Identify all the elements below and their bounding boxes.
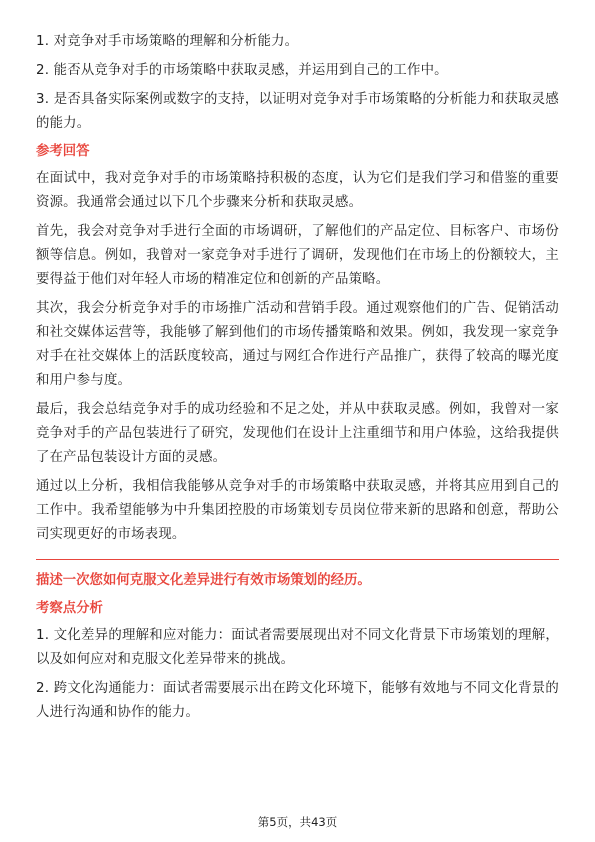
analysis-point-1: 1. 文化差异的理解和应对能力：面试者需要展现出对不同文化背景下市场策划的理解，以及如何应对和克服文化差异带来的挑战。 (36, 628, 559, 667)
answer-paragraph-5: 通过以上分析，我相信我能够从竞争对手的市场策略中获取灵感，并将其应用到自己的工作中。我希望能够为中升集团控股的市场策划专员岗位带来新的思路和创意，帮助公司实现更好的市场表现。 (36, 479, 559, 542)
page-content (36, 30, 559, 730)
answer-paragraph-4: 最后，我会总结竞争对手的成功经验和不足之处，并从中获取灵感。例如，我曾对一家竞争对手的产品包装进行了研究，发现他们在设计上注重细节和用户体验，这给我提供了在产品包装设计方面的灵感。 (36, 402, 559, 465)
assessment-point-2: 2. 能否从竞争对手的市场策略中获取灵感，并运用到自己的工作中。 (36, 63, 448, 78)
assessment-point-1: 1. 对竞争对手市场策略的理解和分析能力。 (36, 34, 299, 49)
answer-paragraph-3: 其次，我会分析竞争对手的市场推广活动和营销手段。通过观察他们的广告、促销活动和社交媒体运营等，我能够了解到他们的市场传播策略和效果。例如，我发现一家竞争对手在社交媒体上的活跃度较高，通过与网红合作进行产品推广，获得了较高的曝光度和用户参与度。 (36, 301, 559, 388)
answer-paragraph-1: 在面试中，我对竞争对手的市场策略持积极的态度，认为它们是我们学习和借鉴的重要资源。我通常会通过以下几个步骤来分析和获取灵感。 (36, 171, 559, 210)
answer-paragraph-2: 首先，我会对竞争对手进行全面的市场调研，了解他们的产品定位、目标客户、市场份额等信息。例如，我曾对一家竞争对手进行了调研，发现他们在市场上的份额较大，主要得益于他们对年轻人市场的精准定位和创新的产品策略。 (36, 224, 559, 287)
interview-question: 描述一次您如何克服文化差异进行有效市场策划的经历。 (36, 573, 371, 588)
section-divider (36, 559, 559, 560)
reference-answer-heading: 参考回答 (36, 144, 90, 159)
analysis-point-2: 2. 跨文化沟通能力：面试者需要展示出在跨文化环境下，能够有效地与不同文化背景的人进行沟通和协作的能力。 (36, 681, 559, 720)
analysis-heading: 考察点分析 (36, 601, 103, 616)
page-number: 第5页，共43页 (257, 815, 338, 829)
assessment-point-3: 3. 是否具备实际案例或数字的支持，以证明对竞争对手市场策略的分析能力和获取灵感的能力。 (36, 92, 559, 131)
